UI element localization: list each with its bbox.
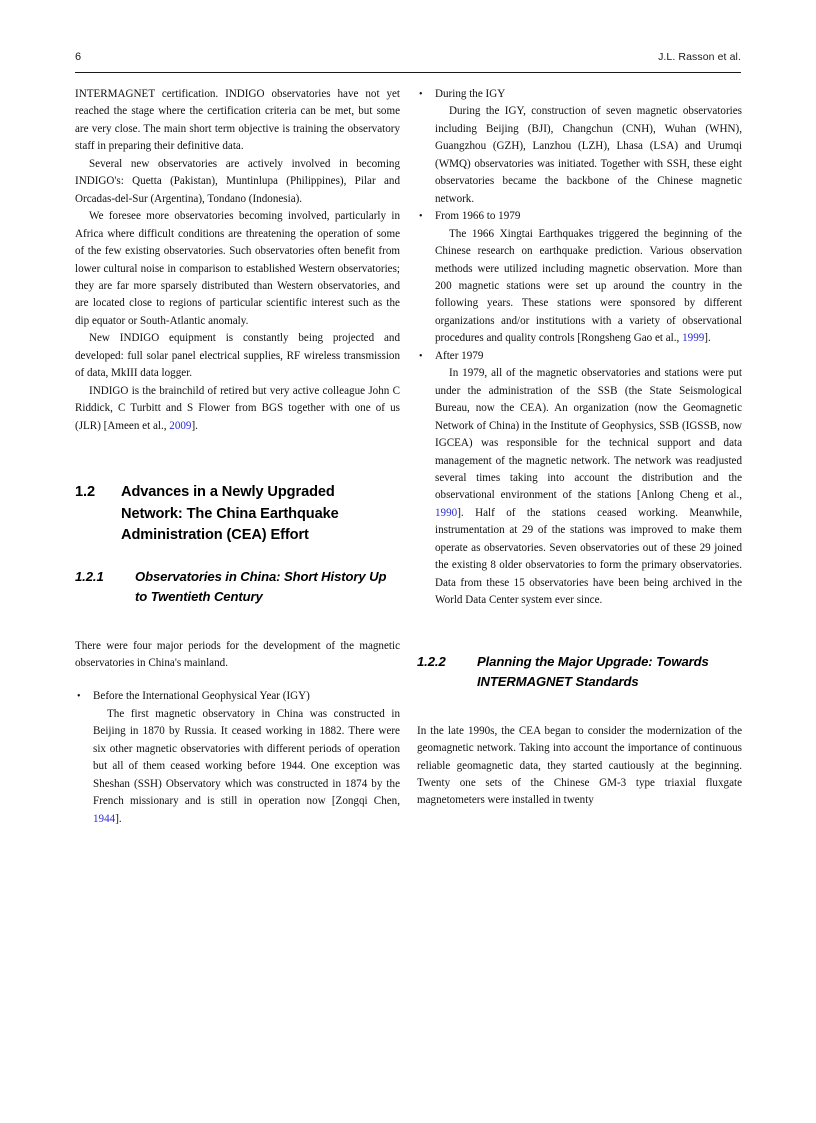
list-item <box>75 688 400 828</box>
heading-1-2-2-number: 1.2.2 <box>417 653 446 669</box>
paragraph: New INDIGO equipment is constantly being projected and developed: full solar panel electrical supplies, RF wireless transmission of data, MkIII data logger. <box>75 332 400 380</box>
heading-1-2-number: 1.2 <box>75 484 95 501</box>
spacer <box>417 693 742 723</box>
list-item-text-tail: ]. Half of the stations ceased working. Meanwhile, instrumentation at 29 of the stations was improved to make them operate as observatories. Seven observatories out of these 29 joined the existing 8 older observatories to form the primary observatories. Data from these 15 observatories have been being archived in the World Data Center system ever since. <box>435 506 742 607</box>
list-item-body <box>435 226 742 348</box>
spacer <box>417 610 742 652</box>
list-item-text: The first magnetic observatory in China was constructed in Beijing in 1870 by Russia. It ceased working in 1882. There were six other magnetic observatories with different periods of operation but all of them ceased working before 1944. One exception was Sheshan (SSH) Observatory which was constructed in 1874 by the French missionary and is still in operation now [Zongqi Chen, <box>93 707 400 808</box>
citation-link-1990[interactable]: 1990 <box>435 506 458 519</box>
list-item-text-tail: ]. <box>704 332 711 345</box>
page-number: 6 <box>75 51 82 63</box>
list-item-text: The 1966 Xingtai Earthquakes triggered the beginning of the Chinese research on earthquake prediction. Various observation methods were utilized including magnetic observation. More than 200 magnetic stations were set up around the country in the following years. These stations were sponsored by different organizations and/or institutions with a variety of observational procedures and quality controls [Rongsheng Gao et al., <box>435 227 742 345</box>
left-column <box>75 86 400 828</box>
heading-1-2-1 <box>75 567 400 608</box>
list-item-body <box>93 706 400 828</box>
right-column <box>417 86 742 810</box>
intro-paragraph: There were four major periods for the development of the magnetic observatories in China's mainland. <box>75 639 400 670</box>
heading-1-2 <box>75 482 400 547</box>
paragraph: Several new observatories are actively involved in becoming INDIGO's: Quetta (Pakistan), Muntinlupa (Philippines), Pilar and Orcadas-del-Sur (Argentina), Tondano (Indonesia). <box>75 157 400 205</box>
bullet-glyph-icon: • <box>419 211 423 223</box>
heading-1-2-1-number: 1.2.1 <box>75 568 104 584</box>
paragraph-text-tail: ]. <box>191 419 198 432</box>
running-head <box>75 51 741 73</box>
list-item-title: From 1966 to 1979 <box>435 210 521 223</box>
list-item <box>417 348 742 610</box>
citation-link-1999[interactable]: 1999 <box>682 332 705 345</box>
list-item-text: In 1979, all of the magnetic observatories and stations were put under the administration of the SSB (the State Seismological Bureau, now the CEA). An organization (now the Geomagnetic Network of China) in the Institute of Geophysics, SSB (IGSSB, now IGCEA) was responsible for the technical support and data management of the magnetic network. The network was readjusted several times taking into account the distribution and the observational environment of the stations [Anlong Cheng et al., <box>435 367 742 502</box>
heading-1-2-title: Advances in a Newly Upgraded Network: The China Earthquake Administration (CEA) Effort <box>121 484 339 544</box>
list-item-text: During the IGY, construction of seven magnetic observatories including Beijing (BJI), Changchun (CNH), Wuhan (WHN), Guangzhou (GZH), Lanzhou (LZH), Lhasa (LSA) and Urumqi (WMQ) observatories was initiated. Together with SSH, these eight observatories became the backbone of the Chinese magnetic network. <box>435 105 742 205</box>
heading-1-2-2 <box>417 652 742 693</box>
header-rule <box>75 72 741 73</box>
citation-link-1944[interactable]: 1944 <box>93 812 116 825</box>
spacer <box>75 608 400 638</box>
paragraph-text: INDIGO is the brainchild of retired but very active colleague John C Riddick, C Turbitt and S Flower from BGS together with one of us (JLR) [Ameen et al., <box>75 384 400 432</box>
paragraph: INTERMAGNET certification. INDIGO observatories have not yet reached the stage where the certification criteria can be met, but some are very close. The main short term objective is training the observatory staff in preparing their definitive data. <box>75 88 400 153</box>
list-item-title: After 1979 <box>435 349 484 362</box>
list-item-body <box>435 365 742 609</box>
list-item <box>417 86 742 208</box>
spacer <box>75 435 400 482</box>
spacer <box>75 547 400 567</box>
period-bullet-list-left <box>75 688 400 828</box>
heading-1-2-1-title: Observatories in China: Short History Up to Twentieth Century <box>135 568 387 605</box>
bullet-glyph-icon: • <box>419 89 423 100</box>
paragraph-with-citation <box>75 383 400 435</box>
period-bullet-list-right <box>417 86 742 610</box>
bullet-glyph-icon: • <box>419 350 423 362</box>
bullet-glyph-icon: • <box>77 691 81 703</box>
heading-1-2-2-title: Planning the Major Upgrade: Towards INTERMAGNET Standards <box>477 653 709 690</box>
list-item-text-tail: ]. <box>115 812 122 825</box>
list-item-body <box>435 103 742 208</box>
paragraph: We foresee more observatories becoming involved, particularly in Africa where difficult conditions are threatening the operation of some of the few existing observatories. Such observatories often benefit from lower cultural noise in comparison to established Western observatories; they are far more sparsely distributed than Western observatories, and are located close to regions of particular scientific interest such as the dip equator or South-Atlantic anomaly. <box>75 210 400 327</box>
list-item-title: During the IGY <box>435 88 506 100</box>
closing-paragraph: In the late 1990s, the CEA began to consider the modernization of the geomagnetic network. Taking into account the importance of continuous reliable geomagnetic data, they started cautiously at the beginning. Twenty one sets of the Chinese GM-3 type triaxial fluxgate magnetometers were installed in twenty <box>417 724 742 807</box>
list-item <box>417 208 742 348</box>
list-item-title: Before the International Geophysical Year (IGY) <box>93 690 310 703</box>
spacer <box>75 672 400 688</box>
citation-link-2009[interactable]: 2009 <box>169 419 192 432</box>
running-head-authors: J.L. Rasson et al. <box>658 51 741 63</box>
